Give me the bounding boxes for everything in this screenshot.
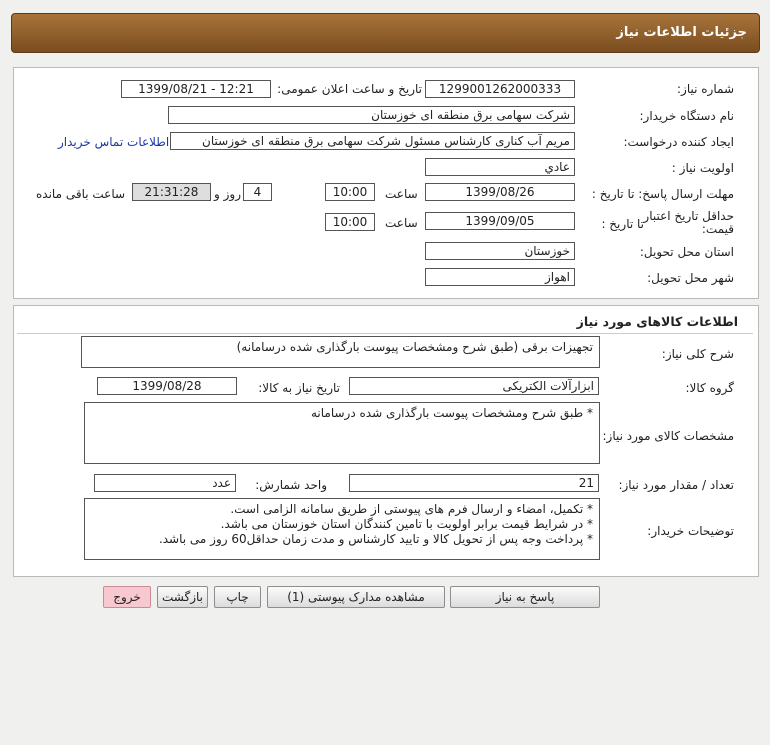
days-label: روز و xyxy=(214,187,241,201)
goods-group-field: ابزارآلات الکتریکی xyxy=(349,377,599,395)
priority-field: عادي xyxy=(425,158,575,176)
priority-label: اولویت نیاز : xyxy=(671,161,734,175)
province-label: استان محل تحویل: xyxy=(639,245,734,259)
city-field: اهواز xyxy=(425,268,575,286)
buyer-notes-field xyxy=(84,498,600,560)
buyer-note-line: * تکمیل، امضاء و ارسال فرم های پیوستی از طریق سامانه الزامی است. xyxy=(230,502,593,516)
province-field: خوزستان xyxy=(425,242,575,260)
quantity-label: تعداد / مقدار مورد نیاز: xyxy=(618,478,734,492)
need-summary-label: شرح کلی نیاز: xyxy=(661,347,734,361)
buyer-org-label: نام دستگاه خریدار: xyxy=(639,109,734,123)
specs-field: * طبق شرح ومشخصات پیوست بارگذاری شده درسامانه xyxy=(84,402,600,464)
back-button[interactable]: بازگشت xyxy=(157,586,208,608)
days-remaining-field: 4 xyxy=(243,183,272,201)
unit-label: واحد شمارش: xyxy=(255,478,327,492)
countdown-field: 21:31:28 xyxy=(132,183,211,201)
need-date-label: تاریخ نیاز به کالا: xyxy=(258,381,340,395)
goods-section-title: اطلاعات کالاهای مورد نیاز xyxy=(576,314,738,329)
deadline-date-field: 1399/08/26 xyxy=(425,183,575,201)
deadline-time-field: 10:00 xyxy=(325,183,375,201)
validity-time-label: ساعت xyxy=(385,216,418,230)
buyer-org-field: شرکت سهامی برق منطقه ای خوزستان xyxy=(168,106,575,124)
goods-group-label: گروه کالا: xyxy=(685,381,734,395)
deadline-time-label: ساعت xyxy=(385,187,418,201)
announce-date-label: تاریخ و ساعت اعلان عمومی: xyxy=(277,82,422,96)
need-date-field: 1399/08/28 xyxy=(97,377,237,395)
remaining-label: ساعت باقی مانده xyxy=(36,187,126,201)
need-summary-field: تجهیزات برقی (طبق شرح ومشخصات پیوست بارگذاری شده درسامانه) xyxy=(81,336,600,368)
need-number-label: شماره نیاز: xyxy=(677,82,734,96)
buyer-note-line: * پرداخت وجه پس از تحویل کالا و تایید کارشناس و مدت زمان حداقل60 روز می باشد. xyxy=(158,532,593,546)
validity-label-1: حداقل تاریخ اعتبار xyxy=(643,209,734,223)
quantity-field: 21 xyxy=(349,474,599,492)
validity-until-label: تا تاریخ : xyxy=(601,217,644,231)
need-number-field: 1299001262000333 xyxy=(425,80,575,98)
buyer-note-line: * در شرایط قیمت برابر اولویت با تامین کنندگان استان خوزستان می باشد. xyxy=(220,517,593,531)
creator-field: مریم آب کناری کارشناس مسئول شرکت سهامی برق منطقه ای خوزستان xyxy=(170,132,575,150)
print-button[interactable]: چاپ xyxy=(214,586,261,608)
reply-button[interactable]: پاسخ به نیاز xyxy=(450,586,600,608)
need-details-panel xyxy=(13,67,759,299)
page-title: جزئیات اطلاعات نیاز xyxy=(616,25,747,40)
deadline-label: مهلت ارسال پاسخ: تا تاریخ : xyxy=(591,187,734,201)
buyer-notes-label: توضیحات خریدار: xyxy=(647,524,734,538)
validity-label-2: قیمت: xyxy=(701,222,734,236)
page-header xyxy=(11,13,760,53)
announce-date-field: 1399/08/21 - 12:21 xyxy=(121,80,271,98)
exit-button[interactable]: خروج xyxy=(103,586,151,608)
buyer-contact-link[interactable]: اطلاعات تماس خریدار xyxy=(58,135,170,149)
city-label: شهر محل تحویل: xyxy=(647,271,734,285)
validity-date-field: 1399/09/05 xyxy=(425,212,575,230)
specs-label: مشخصات کالای مورد نیاز: xyxy=(602,429,734,443)
view-attachments-button[interactable]: مشاهده مدارک پیوستی (1) xyxy=(267,586,445,608)
validity-time-field: 10:00 xyxy=(325,213,375,231)
unit-field: عدد xyxy=(94,474,236,492)
creator-label: ایجاد کننده درخواست: xyxy=(623,135,734,149)
section-divider xyxy=(17,333,753,334)
